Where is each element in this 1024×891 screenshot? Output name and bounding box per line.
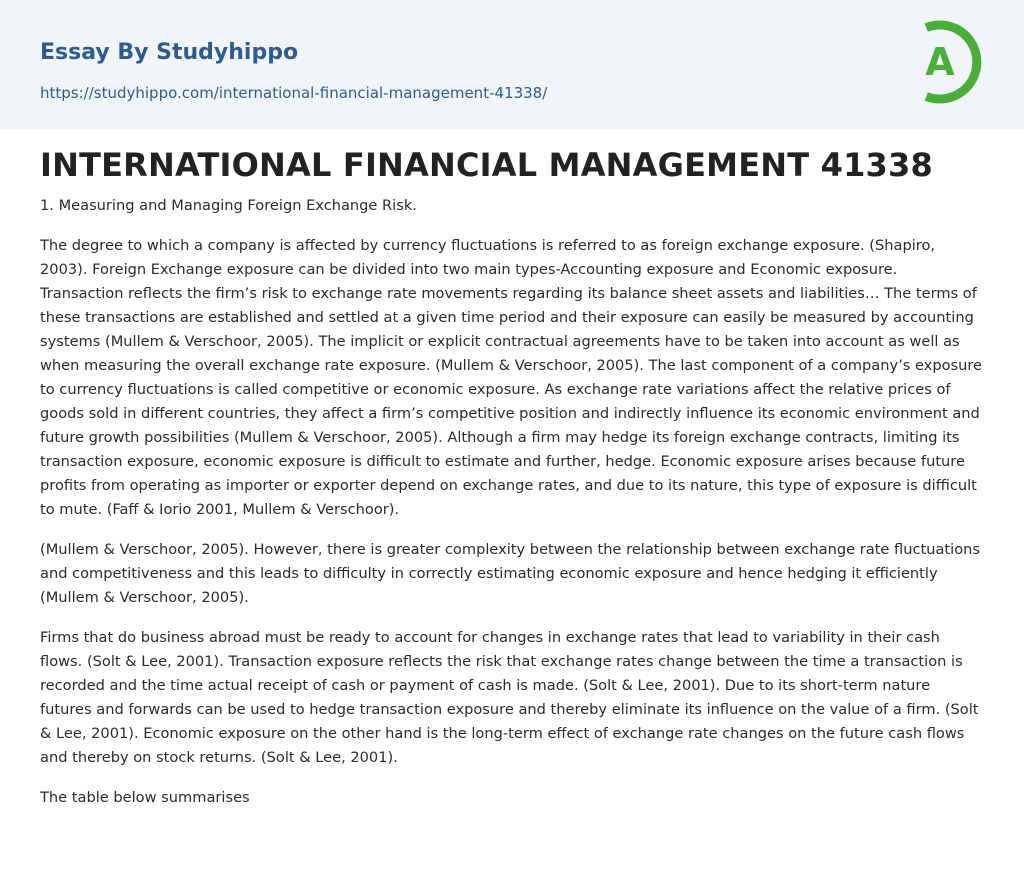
article-paragraph: The degree to which a company is affected by currency fluctuations is referred to as foreign exchange exposure. (Shapiro, 2003). Foreign Exchange exposure can be divided into two main types-Accounting exposure and Economic exposure. Transaction reflects the firm’s risk to exchange rate movements regarding its balance sheet assets and liabilities… The terms of these transactions are established and settled at a given time period and their exposure can easily be measured by accounting systems (Mullem & Verschoor, 2005). The implicit or explicit contractual agreements have to be taken into account as well as when measuring the overall exchange rate exposure. (Mullem & Verschoor, 2005). The last component of a company’s exposure to currency fluctuations is called competitive or economic exposure. As exchange rate variations affect the relative prices of goods sold in different countries, they affect a firm’s competitive position and indirectly influence its economic environment and future growth possibilities (Mullem & Verschoor, 2005). Although a firm may hedge its foreign exchange contracts, limiting its transaction exposure, economic exposure is difficult to estimate and further, hedge. Economic exposure arises because future profits from operating as importer or exporter depend on exchange rates, and due to its nature, this type of exposure is difficult to mute. (Faff & Iorio 2001, Mullem & Verschoor). [40,237,983,518]
article-paragraph: (Mullem & Verschoor, 2005). However, there is greater complexity between the relationship between exchange rate fluctuations and competitiveness and this leads to difficulty in correctly estimating economic exposure and hence hedging it efficiently (Mullem & Verschoor, 2005). [40,541,980,606]
brand-title[interactable]: Essay By Studyhippo [40,40,299,65]
logo-letter: A [925,40,955,84]
studyhippo-logo[interactable] [912,19,986,105]
page-title: INTERNATIONAL FINANCIAL MANAGEMENT 41338 [40,146,933,184]
essay-url-link[interactable]: https://studyhippo.com/international-financial-management-41338/ [40,84,548,102]
article-paragraph: The table below summarises [40,789,250,806]
site-header [0,0,1024,129]
article-paragraph: Firms that do business abroad must be ready to account for changes in exchange rates that lead to variability in their cash flows. (Solt & Lee, 2001). Transaction exposure reflects the risk that exchange rates change between the time a transaction is recorded and the time actual receipt of cash or payment of cash is made. (Solt & Lee, 2001). Due to its short-term nature futures and forwards can be used to hedge transaction exposure and thereby eliminate its influence on the value of a firm. (Solt & Lee, 2001). Economic exposure on the other hand is the long-term effect of exchange rate changes on the future cash flows and thereby on stock returns. (Solt & Lee, 2001). [40,629,979,766]
article-body [40,194,984,826]
article-paragraph: 1. Measuring and Managing Foreign Exchange Risk. [40,197,417,214]
